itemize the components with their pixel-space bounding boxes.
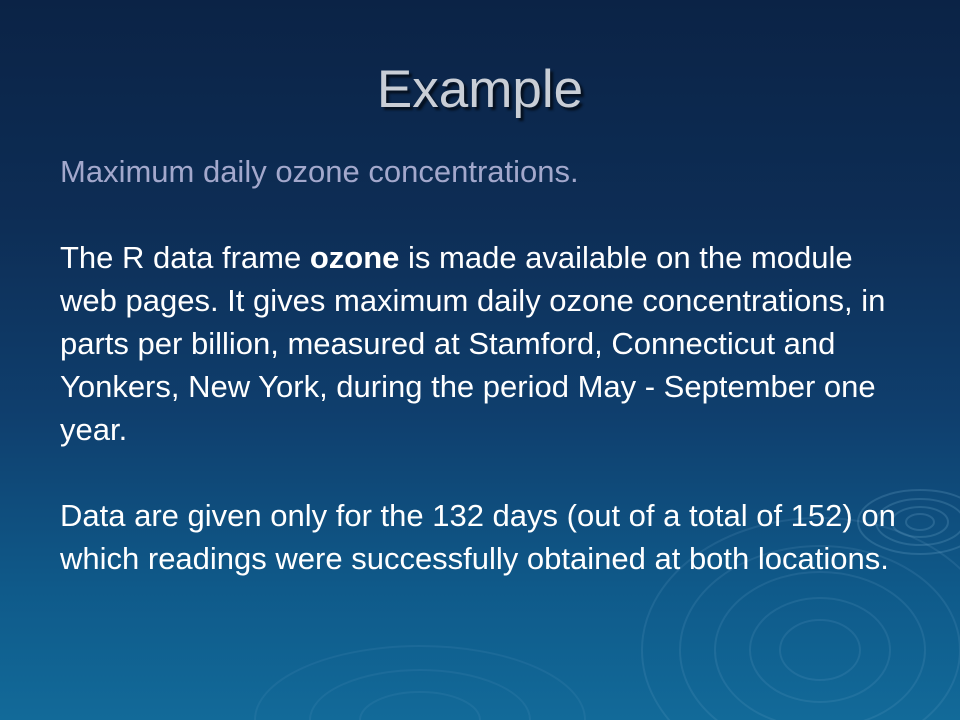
paragraph-data-coverage: Data are given only for the 132 days (out of a total of 152) on which readings were successfully obtained at both locations.: [60, 498, 896, 576]
slide-title: Example: [376, 60, 584, 119]
slide-subtitle: Maximum daily ozone concentrations.: [60, 154, 579, 189]
dataset-name: ozone: [309, 240, 400, 275]
paragraph-description-end: is made available on the module web pages. It gives maximum daily ozone concentrations, in parts per billion, measured at Stamford, Connecticut and Yonkers, New York, during the period May - September one year.: [60, 240, 886, 447]
slide-body: [60, 150, 900, 580]
spacer: [60, 193, 900, 236]
paragraph-description: [60, 236, 900, 451]
paragraph-description-start: The R data frame: [60, 240, 310, 275]
spacer: [60, 451, 900, 494]
